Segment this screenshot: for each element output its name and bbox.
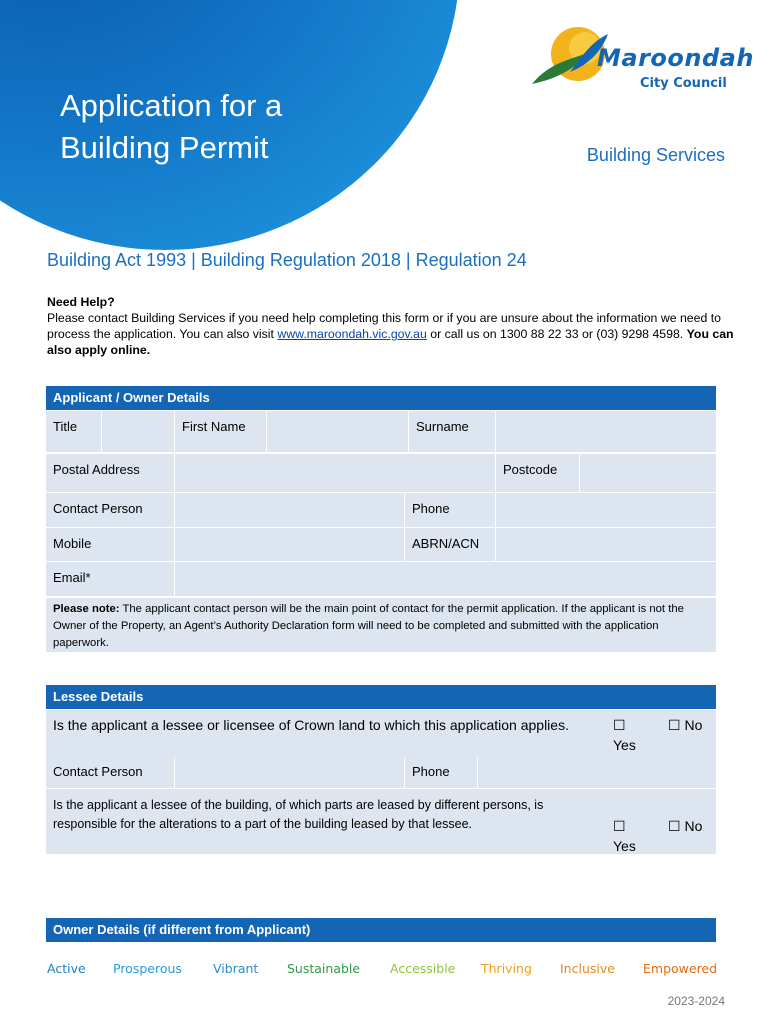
surname-label: Surname (409, 411, 495, 452)
value-empowered: Empowered (643, 961, 718, 976)
help-section (47, 294, 737, 358)
lessee-contact-label: Contact Person (46, 756, 174, 788)
value-prosperous: Prosperous (113, 961, 182, 976)
abrn-acn-label: ABRN/ACN (405, 528, 495, 561)
q2-yes-checkbox[interactable]: ☐ Yes (613, 818, 636, 854)
value-inclusive: Inclusive (560, 961, 615, 976)
postcode-label: Postcode (496, 454, 579, 492)
q1-yes-checkbox[interactable]: ☐ Yes (613, 717, 636, 753)
title-line-1: Application for a (60, 88, 283, 123)
help-heading: Need Help? (47, 295, 115, 309)
section-header-applicant: Applicant / Owner Details (46, 386, 716, 410)
value-sustainable: Sustainable (287, 961, 361, 976)
postal-address-field[interactable] (175, 454, 495, 492)
value-thriving: Thriving (481, 961, 532, 976)
section-header-owner: Owner Details (if different from Applicant) (46, 918, 716, 942)
first-name-label: First Name (175, 411, 266, 452)
lessee-question-1: Is the applicant a lessee or licensee of Crown land to which this application applies. (53, 717, 569, 733)
mobile-label: Mobile (46, 528, 174, 561)
value-active: Active (47, 961, 86, 976)
please-note: Please note: The applicant contact person will be the main point of contact for the permit application. If the applicant is not the Owner of the Property, an Agent’s Authority Declaration form will need to be completed and submitted with the application paperwork. (46, 598, 716, 652)
first-name-field[interactable] (267, 411, 408, 452)
page-title (60, 85, 282, 169)
act-line: Building Act 1993 | Building Regulation 2018 | Regulation 24 (47, 250, 527, 270)
logo-subtitle: City Council (640, 76, 727, 91)
postcode-field[interactable] (580, 454, 716, 492)
lessee-phone-label: Phone (405, 756, 477, 788)
contact-person-field[interactable] (175, 493, 404, 527)
contact-person-label: Contact Person (46, 493, 174, 527)
website-link[interactable]: www.maroondah.vic.gov.au (277, 327, 427, 341)
email-field[interactable] (175, 562, 716, 596)
abrn-acn-field[interactable] (496, 528, 716, 561)
phone-field[interactable] (496, 493, 716, 527)
title-line-2: Building Permit (60, 130, 269, 165)
value-accessible: Accessible (390, 961, 456, 976)
help-text: Please contact Building Services if you need help completing this form or if you are unsure about the information we need to process the application. You can also visit www.maroondah.vic.gov.au or call us on 1300 88 22 33 or (03) 9298 4598. You can also apply online. (47, 311, 734, 357)
postal-address-label: Postal Address (46, 454, 174, 492)
lessee-contact-field[interactable] (175, 756, 404, 788)
title-label: Title (46, 411, 101, 452)
title-field[interactable] (102, 411, 174, 452)
lessee-phone-field[interactable] (478, 756, 716, 788)
department-name: Building Services (586, 145, 725, 165)
mobile-field[interactable] (175, 528, 404, 561)
lessee-question-2: Is the applicant a lessee of the building, of which parts are leased by different persons, is responsible for the alterations to a part of the building leased by that lessee. (53, 798, 544, 831)
q2-no-checkbox[interactable]: ☐ No (668, 818, 703, 834)
logo-wordmark: Maroondah (597, 44, 754, 72)
phone-label: Phone (405, 493, 495, 527)
year-label: 2023-2024 (667, 994, 725, 1008)
surname-field[interactable] (496, 411, 716, 452)
section-header-lessee: Lessee Details (46, 685, 716, 709)
q1-no-checkbox[interactable]: ☐ No (668, 717, 703, 733)
email-label: Email* (46, 562, 174, 596)
value-vibrant: Vibrant (213, 961, 259, 976)
